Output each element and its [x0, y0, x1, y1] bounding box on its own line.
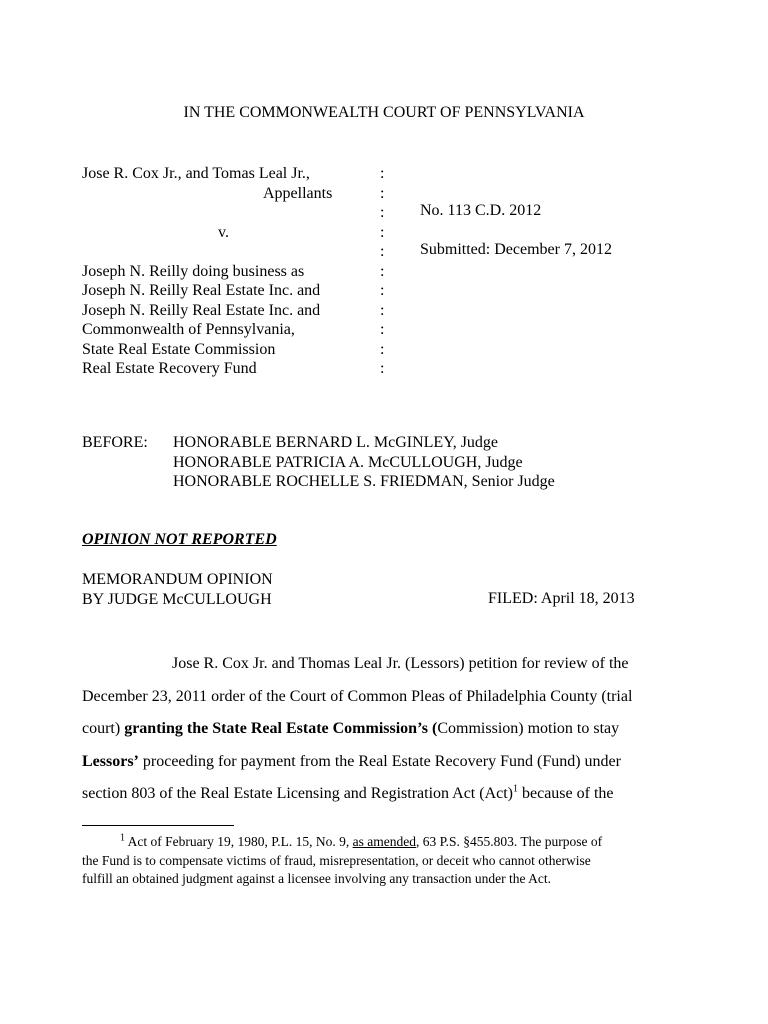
caption-line: v.	[218, 223, 229, 241]
opinion-status: OPINION NOT REPORTED	[82, 531, 277, 548]
judge-line: HONORABLE PATRICIA A. McCULLOUGH, Judge	[173, 453, 523, 471]
body-text: because of the	[518, 785, 614, 802]
memorandum-heading	[82, 570, 273, 609]
caption-colon: :	[380, 340, 385, 358]
submitted-date: Submitted: December 7, 2012	[420, 241, 612, 258]
body-line	[82, 778, 688, 811]
body-line	[82, 713, 688, 746]
caption-line	[82, 242, 332, 262]
body-text: section 803 of the Real Estate Licensing and Registration Act (Act)	[82, 785, 513, 802]
body-line: Jose R. Cox Jr. and Thomas Leal Jr. (Lessors) petition for review of the	[172, 655, 629, 672]
judge-line: HONORABLE ROCHELLE S. FRIEDMAN, Senior Judge	[173, 473, 555, 490]
caption-colon: :	[380, 262, 385, 280]
body-text: proceeding for payment from the Real Estate Recovery Fund (Fund) under	[138, 752, 621, 770]
footnote-underlined: as amended	[352, 834, 416, 849]
caption-line: Appellants	[263, 184, 333, 202]
footnote-line: the Fund is to compensate victims of fraud, misrepresentation, or deceit who cannot otherwise	[82, 852, 591, 868]
docket-number: No. 113 C.D. 2012	[420, 202, 542, 219]
footnote-line: fulfill an obtained judgment against a licensee involving any transaction under the Act.	[82, 871, 551, 886]
caption-colon: :	[380, 184, 385, 202]
caption-line: Commonwealth of Pennsylvania,	[82, 321, 295, 338]
before-label: BEFORE:	[82, 434, 148, 451]
court-title: IN THE COMMONWEALTH COURT OF PENNSYLVANIA	[183, 104, 585, 121]
memo-line: MEMORANDUM OPINION	[82, 571, 273, 588]
caption-colon: :	[380, 165, 385, 182]
body-emphasis: Lessors’	[82, 752, 139, 770]
case-caption-parties	[82, 164, 332, 379]
caption-line: Joseph N. Reilly Real Estate Inc. and	[82, 282, 321, 299]
judge-line: HONORABLE BERNARD L. McGINLEY, Judge	[173, 434, 499, 451]
memo-line: BY JUDGE McCULLOUGH	[82, 590, 272, 608]
body-text: court)	[82, 720, 125, 737]
caption-colon: :	[380, 243, 385, 260]
footnote-separator	[82, 825, 234, 826]
body-emphasis: granting the State Real Estate Commission’s (	[124, 720, 438, 737]
body-line	[82, 746, 688, 779]
footnote-text: , 63 P.S. §455.803. The purpose of	[415, 834, 603, 849]
footnote-marker: 1	[120, 832, 125, 844]
caption-colon: :	[380, 301, 385, 319]
opinion-body	[82, 648, 688, 811]
caption-line: Real Estate Recovery Fund	[82, 360, 257, 377]
caption-line: State Real Estate Commission	[82, 340, 276, 358]
judges-list	[173, 433, 555, 492]
caption-colon-column	[380, 164, 384, 379]
caption-line	[82, 203, 332, 223]
caption-line: Joseph N. Reilly Real Estate Inc. and	[82, 301, 321, 319]
footnote-line	[82, 833, 688, 852]
footnote	[82, 833, 688, 889]
caption-colon: :	[380, 204, 385, 221]
caption-colon: :	[380, 321, 385, 338]
footnote-reference[interactable]: 1	[513, 783, 518, 795]
body-line: December 23, 2011 order of the Court of Common Pleas of Philadelphia County (trial	[82, 687, 633, 705]
caption-colon: :	[380, 223, 385, 241]
caption-colon: :	[380, 360, 385, 377]
caption-line: Joseph N. Reilly doing business as	[82, 262, 305, 280]
caption-colon: :	[380, 282, 385, 299]
caption-line: Jose R. Cox Jr., and Tomas Leal Jr.,	[82, 165, 310, 182]
filed-date: FILED: April 18, 2013	[488, 590, 635, 607]
body-text: Commission) motion to stay	[437, 720, 620, 737]
footnote-text: Act of February 19, 1980, P.L. 15, No. 9,	[125, 834, 353, 849]
